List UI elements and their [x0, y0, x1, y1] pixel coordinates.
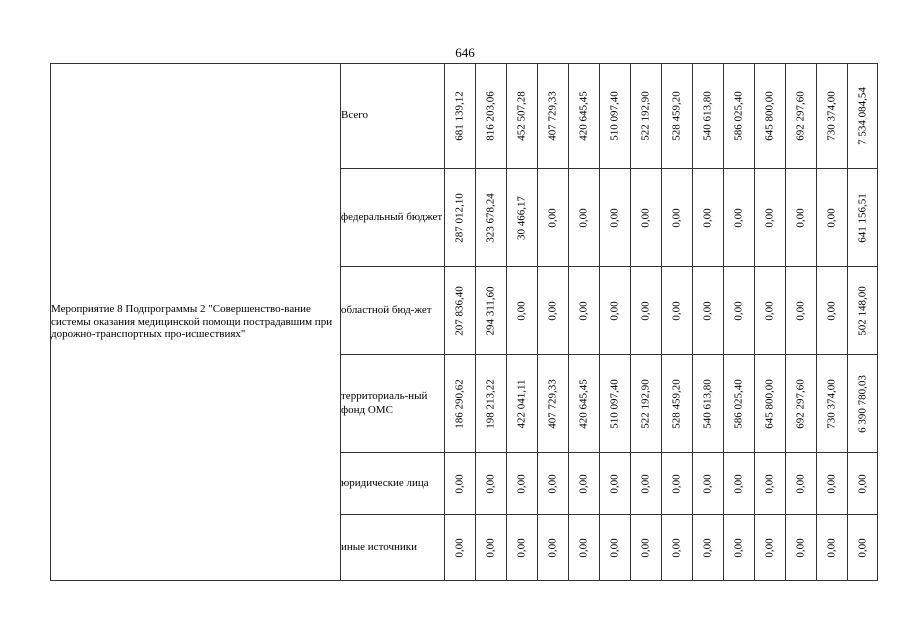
value-text: 0,00: [639, 207, 652, 228]
value-cell: [569, 169, 600, 267]
value-text: 0,00: [515, 300, 528, 321]
value-cell: [507, 267, 538, 355]
value-text: 0,00: [670, 473, 683, 494]
value-text: 0,00: [639, 300, 652, 321]
value-text: 0,00: [453, 537, 466, 558]
value-cell: [631, 355, 662, 453]
value-text: 502 148,00: [856, 285, 868, 336]
value-text: 422 041,11: [515, 378, 528, 429]
value-cell: [507, 453, 538, 515]
value-cell: [507, 64, 538, 169]
value-text: 7 534 084,54: [856, 87, 868, 145]
value-cell: [476, 169, 507, 267]
value-text: 730 374,00: [825, 91, 838, 141]
value-text: 0,00: [794, 473, 807, 494]
value-text: 407 729,33: [546, 91, 559, 141]
value-cell: [662, 267, 693, 355]
value-text: 6 390 780,03: [856, 374, 868, 433]
value-text: 641 156,51: [856, 192, 868, 243]
table-body: [51, 64, 878, 581]
value-cell: [693, 267, 724, 355]
value-text: 0,00: [453, 473, 466, 494]
value-text: 0,00: [608, 473, 621, 494]
value-cell: [569, 64, 600, 169]
value-text: 510 097,40: [608, 378, 621, 429]
value-text: 0,00: [577, 300, 590, 321]
value-cell: [507, 515, 538, 581]
value-text: 0,00: [577, 537, 590, 558]
value-cell: [755, 515, 786, 581]
value-text: 420 645,45: [577, 91, 590, 141]
value-cell: [600, 453, 631, 515]
value-text: 0,00: [732, 300, 745, 321]
value-text: 0,00: [701, 473, 714, 494]
value-text: 0,00: [515, 473, 528, 494]
value-cell: [569, 453, 600, 515]
value-cell: [445, 267, 476, 355]
value-text: 0,00: [639, 537, 652, 558]
value-text: 0,00: [546, 300, 559, 321]
value-cell: [817, 169, 848, 267]
value-cell: [848, 515, 878, 581]
value-cell: [476, 453, 507, 515]
value-text: 0,00: [639, 473, 652, 494]
value-cell: [600, 355, 631, 453]
value-text: 0,00: [763, 537, 776, 558]
value-cell: [724, 267, 755, 355]
value-text: 0,00: [732, 473, 745, 494]
value-cell: [600, 169, 631, 267]
value-text: 586 025,40: [732, 91, 745, 141]
value-cell: [817, 64, 848, 169]
value-text: 692 297,60: [794, 91, 807, 141]
value-cell: [631, 169, 662, 267]
funding-source-cell: Всего: [341, 64, 445, 169]
funding-source-cell: федеральный бюджет: [341, 169, 445, 267]
value-text: 522 192,90: [639, 91, 652, 141]
value-text: 645 800,00: [763, 378, 776, 429]
value-text: 0,00: [701, 537, 714, 558]
event-name-cell: Мероприятие 8 Подпрограммы 2 "Совершенство-вание системы оказания медицинской помощи пострадавшим при дорожно-транспортных про-исшествиях": [51, 64, 341, 581]
value-cell: [662, 453, 693, 515]
value-text: 0,00: [856, 537, 868, 558]
value-cell: [662, 64, 693, 169]
value-text: 0,00: [701, 300, 714, 321]
value-text: 0,00: [763, 473, 776, 494]
value-text: 186 290,62: [453, 378, 466, 429]
value-cell: [662, 355, 693, 453]
value-cell: [848, 355, 878, 453]
value-cell: [600, 64, 631, 169]
value-text: 540 613,80: [701, 91, 714, 141]
value-cell: [724, 515, 755, 581]
value-text: 730 374,00: [825, 378, 838, 429]
value-cell: [631, 64, 662, 169]
value-text: 0,00: [546, 537, 559, 558]
value-cell: [693, 64, 724, 169]
value-text: 528 459,20: [670, 91, 683, 141]
value-cell: [755, 267, 786, 355]
value-cell: [755, 169, 786, 267]
value-text: 294 311,60: [484, 285, 497, 336]
value-cell: [786, 453, 817, 515]
value-cell: [724, 355, 755, 453]
value-cell: [476, 355, 507, 453]
value-text: 0,00: [825, 537, 838, 558]
value-text: 323 678,24: [484, 192, 497, 243]
value-cell: [538, 64, 569, 169]
value-cell: [786, 169, 817, 267]
value-text: 0,00: [794, 537, 807, 558]
value-cell: [538, 355, 569, 453]
value-text: 287 012,10: [453, 192, 466, 243]
value-cell: [476, 267, 507, 355]
value-cell: [786, 267, 817, 355]
value-cell: [786, 355, 817, 453]
value-cell: [724, 453, 755, 515]
value-text: 452 507,28: [515, 91, 528, 141]
value-cell: [662, 169, 693, 267]
value-cell: [693, 169, 724, 267]
value-text: 692 297,60: [794, 378, 807, 429]
value-text: 0,00: [825, 207, 838, 228]
value-text: 0,00: [608, 300, 621, 321]
value-cell: [569, 515, 600, 581]
value-text: 0,00: [763, 300, 776, 321]
value-cell: [507, 169, 538, 267]
value-cell: [538, 453, 569, 515]
value-text: 645 800,00: [763, 91, 776, 141]
value-text: 0,00: [732, 207, 745, 228]
value-cell: [507, 355, 538, 453]
value-cell: [445, 453, 476, 515]
funding-source-cell: областной бюд-жет: [341, 267, 445, 355]
value-text: 522 192,90: [639, 378, 652, 429]
value-cell: [631, 453, 662, 515]
value-text: 207 836,40: [453, 285, 466, 336]
value-cell: [786, 64, 817, 169]
page-number: 646: [455, 45, 475, 60]
value-text: 0,00: [732, 537, 745, 558]
value-cell: [724, 169, 755, 267]
value-text: 0,00: [484, 537, 497, 558]
value-cell: [817, 453, 848, 515]
value-text: 198 213,22: [484, 378, 497, 429]
value-cell: [786, 515, 817, 581]
funding-source-cell: юридические лица: [341, 453, 445, 515]
value-cell: [817, 355, 848, 453]
value-text: 0,00: [670, 537, 683, 558]
value-cell: [476, 515, 507, 581]
value-text: 0,00: [670, 207, 683, 228]
value-cell: [538, 169, 569, 267]
value-text: 407 729,33: [546, 378, 559, 429]
table-row: [51, 64, 878, 169]
value-text: 586 025,40: [732, 378, 745, 429]
value-text: 30 466,17: [515, 195, 528, 240]
value-text: 0,00: [856, 473, 868, 494]
value-text: 0,00: [577, 207, 590, 228]
value-cell: [724, 64, 755, 169]
value-cell: [600, 267, 631, 355]
value-text: 0,00: [670, 300, 683, 321]
value-cell: [848, 267, 878, 355]
value-cell: [662, 515, 693, 581]
value-cell: [755, 355, 786, 453]
value-cell: [755, 64, 786, 169]
value-cell: [817, 515, 848, 581]
value-text: 420 645,45: [577, 378, 590, 429]
value-cell: [693, 515, 724, 581]
value-cell: [538, 515, 569, 581]
value-cell: [600, 515, 631, 581]
value-cell: [569, 267, 600, 355]
value-cell: [445, 64, 476, 169]
value-text: 816 203,06: [484, 91, 497, 141]
value-text: 0,00: [577, 473, 590, 494]
value-cell: [569, 355, 600, 453]
value-cell: [445, 355, 476, 453]
value-cell: [631, 267, 662, 355]
funding-table: [50, 63, 878, 581]
value-text: 0,00: [484, 473, 497, 494]
value-text: 0,00: [515, 537, 528, 558]
value-cell: [445, 169, 476, 267]
value-text: 681 139,12: [453, 91, 466, 141]
value-text: 0,00: [546, 473, 559, 494]
funding-source-cell: иные источники: [341, 515, 445, 581]
value-text: 510 097,40: [608, 91, 621, 141]
value-text: 0,00: [608, 207, 621, 228]
value-cell: [848, 453, 878, 515]
value-text: 0,00: [794, 207, 807, 228]
value-cell: [848, 169, 878, 267]
value-cell: [631, 515, 662, 581]
value-text: 528 459,20: [670, 378, 683, 429]
value-cell: [445, 515, 476, 581]
value-cell: [755, 453, 786, 515]
value-cell: [476, 64, 507, 169]
value-text: 0,00: [825, 473, 838, 494]
value-cell: [538, 267, 569, 355]
value-text: 0,00: [701, 207, 714, 228]
value-cell: [848, 64, 878, 169]
value-cell: [693, 355, 724, 453]
value-text: 540 613,80: [701, 378, 714, 429]
value-cell: [693, 453, 724, 515]
value-text: 0,00: [546, 207, 559, 228]
value-cell: [817, 267, 848, 355]
value-text: 0,00: [763, 207, 776, 228]
value-text: 0,00: [794, 300, 807, 321]
funding-source-cell: территориаль-ный фонд ОМС: [341, 355, 445, 453]
value-text: 0,00: [608, 537, 621, 558]
value-text: 0,00: [825, 300, 838, 321]
